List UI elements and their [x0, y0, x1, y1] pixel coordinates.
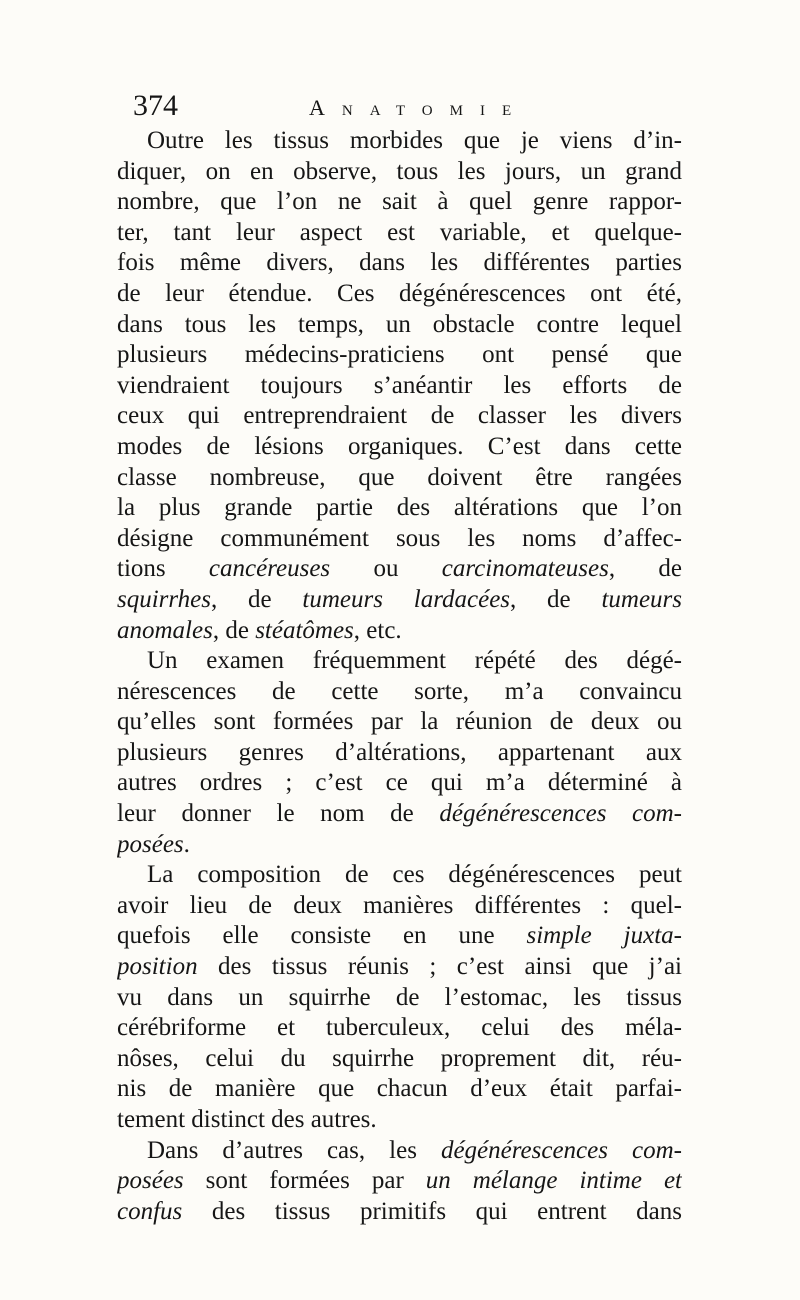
- text-line: confus des tissus primitifs qui entrent dans: [117, 1197, 682, 1225]
- text-line: leur donner le nom de dégénérescences com-: [117, 800, 682, 828]
- text-line: nis de manière que chacun d’eux était parfai-: [117, 1075, 682, 1103]
- text-line: position des tissus réunis ; c’est ainsi que j’ai: [117, 953, 682, 981]
- text-line: cérébriforme et tuberculeux, celui des méla-: [117, 1014, 682, 1042]
- page-header: [133, 86, 693, 126]
- page-number: 374: [133, 89, 178, 122]
- text-line: ceux qui entreprendraient de classer les divers: [117, 402, 682, 430]
- text-line: Outre les tissus morbides que je viens d’in-: [147, 127, 682, 154]
- text-line: diquer, on en observe, tous les jours, un grand: [117, 157, 682, 185]
- text-line: tions cancéreuses ou carcinomateuses, de: [117, 555, 682, 583]
- text-line: anomales, de stéatômes, etc.: [117, 616, 402, 644]
- text-line: posées sont formées par un mélange intime et: [117, 1167, 682, 1195]
- text-line: modes de lésions organiques. C’est dans cette: [117, 432, 682, 460]
- text-line: vu dans un squirrhe de l’estomac, les tissus: [117, 983, 682, 1011]
- text-line: fois même divers, dans les différentes parties: [117, 249, 682, 277]
- text-line: tement distinct des autres.: [117, 1106, 377, 1133]
- text-line: classe nombreuse, que doivent être rangées: [117, 463, 682, 491]
- text-line: plusieurs médecins-praticiens ont pensé que: [117, 341, 682, 369]
- text-line: nôses, celui du squirrhe proprement dit, réu-: [117, 1044, 682, 1072]
- body-text: [117, 126, 682, 1227]
- text-line: de leur étendue. Ces dégénérescences ont été,: [117, 279, 682, 307]
- text-line: désigne communément sous les noms d’affec-: [117, 524, 682, 552]
- text-line: ter, tant leur aspect est variable, et quelque-: [117, 218, 682, 246]
- text-line: la plus grande partie des altérations que l’on: [117, 494, 682, 522]
- text-line: viendraient toujours s’anéantir les efforts de: [117, 371, 682, 399]
- text-line: Un examen fréquemment répété des dégé-: [147, 647, 682, 675]
- text-line: squirrhes, de tumeurs lardacées, de tumeurs: [117, 585, 682, 613]
- text-line: dans tous les temps, un obstacle contre lequel: [117, 310, 682, 338]
- text-line: Dans d’autres cas, les dégénérescences com-: [147, 1136, 682, 1164]
- text-line: La composition de ces dégénérescences peut: [147, 861, 682, 889]
- text-line: plusieurs genres d’altérations, appartenant aux: [117, 738, 682, 766]
- text-line: posées.: [117, 830, 190, 858]
- text-line: nérescences de cette sorte, m’a convaincu: [117, 677, 682, 705]
- text-line: nombre, que l’on ne sait à quel genre rappor-: [117, 188, 682, 216]
- text-line: quefois elle consiste en une simple juxta-: [117, 922, 682, 950]
- text-line: avoir lieu de deux manières différentes : quel-: [117, 891, 682, 919]
- text-line: autres ordres ; c’est ce qui m’a déterminé à: [117, 769, 682, 797]
- running-head: Anatomie: [309, 95, 529, 120]
- text-line: qu’elles sont formées par la réunion de deux ou: [117, 708, 682, 736]
